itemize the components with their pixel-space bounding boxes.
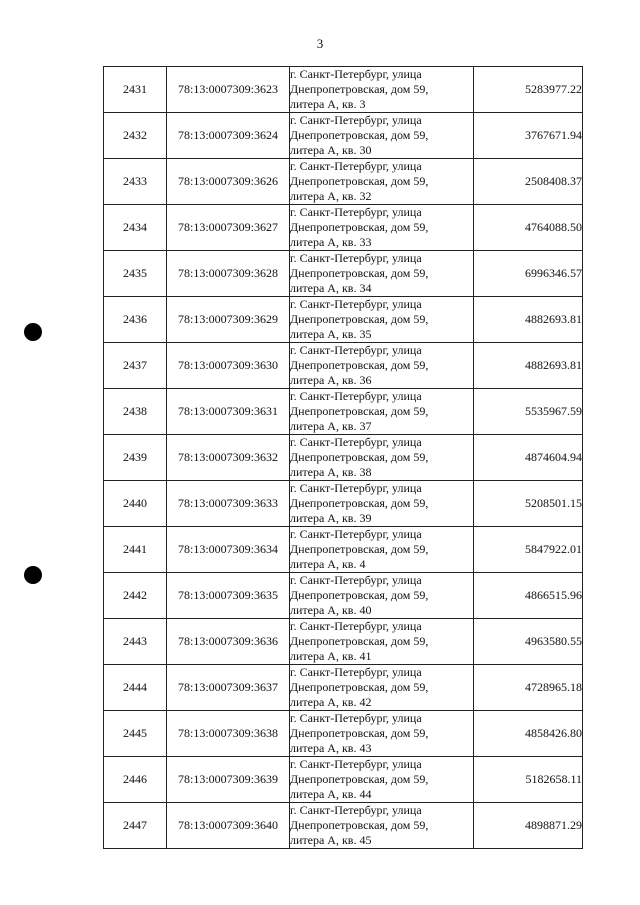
address-line-1: г. Санкт-Петербург, улица bbox=[290, 297, 422, 311]
cadastral-value-cell: 4898871.29 bbox=[474, 803, 583, 849]
cadastral-number-cell: 78:13:0007309:3626 bbox=[167, 159, 290, 205]
row-number-cell: 2435 bbox=[104, 251, 167, 297]
row-number-cell: 2443 bbox=[104, 619, 167, 665]
address-line-2: Днепропетровская, дом 59, bbox=[290, 128, 429, 142]
cadastral-number-cell: 78:13:0007309:3623 bbox=[167, 67, 290, 113]
table-row bbox=[104, 435, 583, 481]
address-line-1: г. Санкт-Петербург, улица bbox=[290, 665, 422, 679]
address-line-3: литера А, кв. 36 bbox=[290, 373, 372, 387]
punch-hole-top bbox=[24, 323, 42, 341]
table-row bbox=[104, 343, 583, 389]
cadastral-value-cell: 4882693.81 bbox=[474, 297, 583, 343]
address-line-2: Днепропетровская, дом 59, bbox=[290, 680, 429, 694]
address-line-1: г. Санкт-Петербург, улица bbox=[290, 343, 422, 357]
address-line-3: литера А, кв. 43 bbox=[290, 741, 372, 755]
address-cell bbox=[290, 711, 474, 757]
cadastral-number-cell: 78:13:0007309:3640 bbox=[167, 803, 290, 849]
cadastral-number-cell: 78:13:0007309:3639 bbox=[167, 757, 290, 803]
address-cell bbox=[290, 435, 474, 481]
cadastral-value-cell: 4882693.81 bbox=[474, 343, 583, 389]
address-line-2: Днепропетровская, дом 59, bbox=[290, 266, 429, 280]
row-number-cell: 2433 bbox=[104, 159, 167, 205]
address-cell bbox=[290, 665, 474, 711]
address-line-3: литера А, кв. 4 bbox=[290, 557, 366, 571]
table-row bbox=[104, 205, 583, 251]
cadastral-number-cell: 78:13:0007309:3624 bbox=[167, 113, 290, 159]
address-line-1: г. Санкт-Петербург, улица bbox=[290, 527, 422, 541]
row-number-cell: 2436 bbox=[104, 297, 167, 343]
address-line-3: литера А, кв. 37 bbox=[290, 419, 372, 433]
table-row bbox=[104, 251, 583, 297]
cadastral-value-cell: 6996346.57 bbox=[474, 251, 583, 297]
cadastral-value-cell: 5283977.22 bbox=[474, 67, 583, 113]
address-line-1: г. Санкт-Петербург, улица bbox=[290, 113, 422, 127]
cadastral-number-cell: 78:13:0007309:3635 bbox=[167, 573, 290, 619]
address-line-1: г. Санкт-Петербург, улица bbox=[290, 159, 422, 173]
cadastral-number-cell: 78:13:0007309:3632 bbox=[167, 435, 290, 481]
table-row bbox=[104, 665, 583, 711]
address-line-3: литера А, кв. 34 bbox=[290, 281, 372, 295]
punch-hole-bottom bbox=[24, 566, 42, 584]
address-line-2: Днепропетровская, дом 59, bbox=[290, 588, 429, 602]
row-number-cell: 2437 bbox=[104, 343, 167, 389]
address-line-2: Днепропетровская, дом 59, bbox=[290, 404, 429, 418]
address-line-2: Днепропетровская, дом 59, bbox=[290, 542, 429, 556]
address-line-1: г. Санкт-Петербург, улица bbox=[290, 205, 422, 219]
registry-table-body bbox=[104, 67, 583, 849]
cadastral-number-cell: 78:13:0007309:3628 bbox=[167, 251, 290, 297]
address-line-1: г. Санкт-Петербург, улица bbox=[290, 757, 422, 771]
address-line-1: г. Санкт-Петербург, улица bbox=[290, 389, 422, 403]
cadastral-value-cell: 5182658.11 bbox=[474, 757, 583, 803]
row-number-cell: 2434 bbox=[104, 205, 167, 251]
address-line-2: Днепропетровская, дом 59, bbox=[290, 82, 429, 96]
table-row bbox=[104, 527, 583, 573]
address-line-2: Днепропетровская, дом 59, bbox=[290, 220, 429, 234]
cadastral-value-cell: 5208501.15 bbox=[474, 481, 583, 527]
address-line-3: литера А, кв. 38 bbox=[290, 465, 372, 479]
address-line-2: Днепропетровская, дом 59, bbox=[290, 634, 429, 648]
row-number-cell: 2440 bbox=[104, 481, 167, 527]
table-row bbox=[104, 711, 583, 757]
address-cell bbox=[290, 113, 474, 159]
address-line-2: Днепропетровская, дом 59, bbox=[290, 772, 429, 786]
address-line-3: литера А, кв. 44 bbox=[290, 787, 372, 801]
cadastral-number-cell: 78:13:0007309:3631 bbox=[167, 389, 290, 435]
address-line-2: Днепропетровская, дом 59, bbox=[290, 358, 429, 372]
cadastral-number-cell: 78:13:0007309:3630 bbox=[167, 343, 290, 389]
row-number-cell: 2439 bbox=[104, 435, 167, 481]
cadastral-value-cell: 4858426.80 bbox=[474, 711, 583, 757]
address-line-1: г. Санкт-Петербург, улица bbox=[290, 573, 422, 587]
address-line-1: г. Санкт-Петербург, улица bbox=[290, 619, 422, 633]
cadastral-number-cell: 78:13:0007309:3636 bbox=[167, 619, 290, 665]
address-cell bbox=[290, 527, 474, 573]
address-line-2: Днепропетровская, дом 59, bbox=[290, 174, 429, 188]
address-line-2: Днепропетровская, дом 59, bbox=[290, 312, 429, 326]
address-line-3: литера А, кв. 40 bbox=[290, 603, 372, 617]
address-line-3: литера А, кв. 3 bbox=[290, 97, 366, 111]
address-cell bbox=[290, 205, 474, 251]
property-registry-table bbox=[103, 66, 583, 849]
address-line-3: литера А, кв. 39 bbox=[290, 511, 372, 525]
cadastral-number-cell: 78:13:0007309:3633 bbox=[167, 481, 290, 527]
address-line-3: литера А, кв. 33 bbox=[290, 235, 372, 249]
cadastral-value-cell: 2508408.37 bbox=[474, 159, 583, 205]
address-line-2: Днепропетровская, дом 59, bbox=[290, 818, 429, 832]
cadastral-number-cell: 78:13:0007309:3627 bbox=[167, 205, 290, 251]
cadastral-value-cell: 5847922.01 bbox=[474, 527, 583, 573]
cadastral-value-cell: 4728965.18 bbox=[474, 665, 583, 711]
cadastral-value-cell: 4874604.94 bbox=[474, 435, 583, 481]
cadastral-value-cell: 3767671.94 bbox=[474, 113, 583, 159]
row-number-cell: 2438 bbox=[104, 389, 167, 435]
row-number-cell: 2432 bbox=[104, 113, 167, 159]
table-row bbox=[104, 159, 583, 205]
address-line-3: литера А, кв. 32 bbox=[290, 189, 372, 203]
address-line-2: Днепропетровская, дом 59, bbox=[290, 496, 429, 510]
row-number-cell: 2444 bbox=[104, 665, 167, 711]
address-cell bbox=[290, 297, 474, 343]
row-number-cell: 2447 bbox=[104, 803, 167, 849]
cadastral-number-cell: 78:13:0007309:3637 bbox=[167, 665, 290, 711]
address-cell bbox=[290, 389, 474, 435]
table-row bbox=[104, 481, 583, 527]
address-line-3: литера А, кв. 35 bbox=[290, 327, 372, 341]
address-line-1: г. Санкт-Петербург, улица bbox=[290, 711, 422, 725]
address-cell bbox=[290, 67, 474, 113]
address-line-3: литера А, кв. 41 bbox=[290, 649, 372, 663]
page-number: 3 bbox=[316, 36, 324, 51]
address-cell bbox=[290, 343, 474, 389]
address-line-3: литера А, кв. 45 bbox=[290, 833, 372, 847]
address-line-1: г. Санкт-Петербург, улица bbox=[290, 251, 422, 265]
address-cell bbox=[290, 757, 474, 803]
cadastral-value-cell: 4866515.96 bbox=[474, 573, 583, 619]
table-row bbox=[104, 803, 583, 849]
table-row bbox=[104, 573, 583, 619]
address-cell bbox=[290, 251, 474, 297]
address-cell bbox=[290, 481, 474, 527]
cadastral-number-cell: 78:13:0007309:3629 bbox=[167, 297, 290, 343]
table-row bbox=[104, 389, 583, 435]
row-number-cell: 2442 bbox=[104, 573, 167, 619]
table-row bbox=[104, 297, 583, 343]
address-cell bbox=[290, 803, 474, 849]
address-line-1: г. Санкт-Петербург, улица bbox=[290, 435, 422, 449]
table-row bbox=[104, 113, 583, 159]
address-cell bbox=[290, 619, 474, 665]
table-row bbox=[104, 619, 583, 665]
address-line-2: Днепропетровская, дом 59, bbox=[290, 450, 429, 464]
address-cell bbox=[290, 159, 474, 205]
address-line-1: г. Санкт-Петербург, улица bbox=[290, 481, 422, 495]
cadastral-number-cell: 78:13:0007309:3638 bbox=[167, 711, 290, 757]
row-number-cell: 2445 bbox=[104, 711, 167, 757]
cadastral-value-cell: 4963580.55 bbox=[474, 619, 583, 665]
row-number-cell: 2446 bbox=[104, 757, 167, 803]
table-row bbox=[104, 67, 583, 113]
cadastral-number-cell: 78:13:0007309:3634 bbox=[167, 527, 290, 573]
table-row bbox=[104, 757, 583, 803]
address-line-2: Днепропетровская, дом 59, bbox=[290, 726, 429, 740]
cadastral-value-cell: 4764088.50 bbox=[474, 205, 583, 251]
row-number-cell: 2431 bbox=[104, 67, 167, 113]
address-line-1: г. Санкт-Петербург, улица bbox=[290, 803, 422, 817]
cadastral-value-cell: 5535967.59 bbox=[474, 389, 583, 435]
row-number-cell: 2441 bbox=[104, 527, 167, 573]
address-cell bbox=[290, 573, 474, 619]
address-line-1: г. Санкт-Петербург, улица bbox=[290, 67, 422, 81]
address-line-3: литера А, кв. 42 bbox=[290, 695, 372, 709]
address-line-3: литера А, кв. 30 bbox=[290, 143, 372, 157]
